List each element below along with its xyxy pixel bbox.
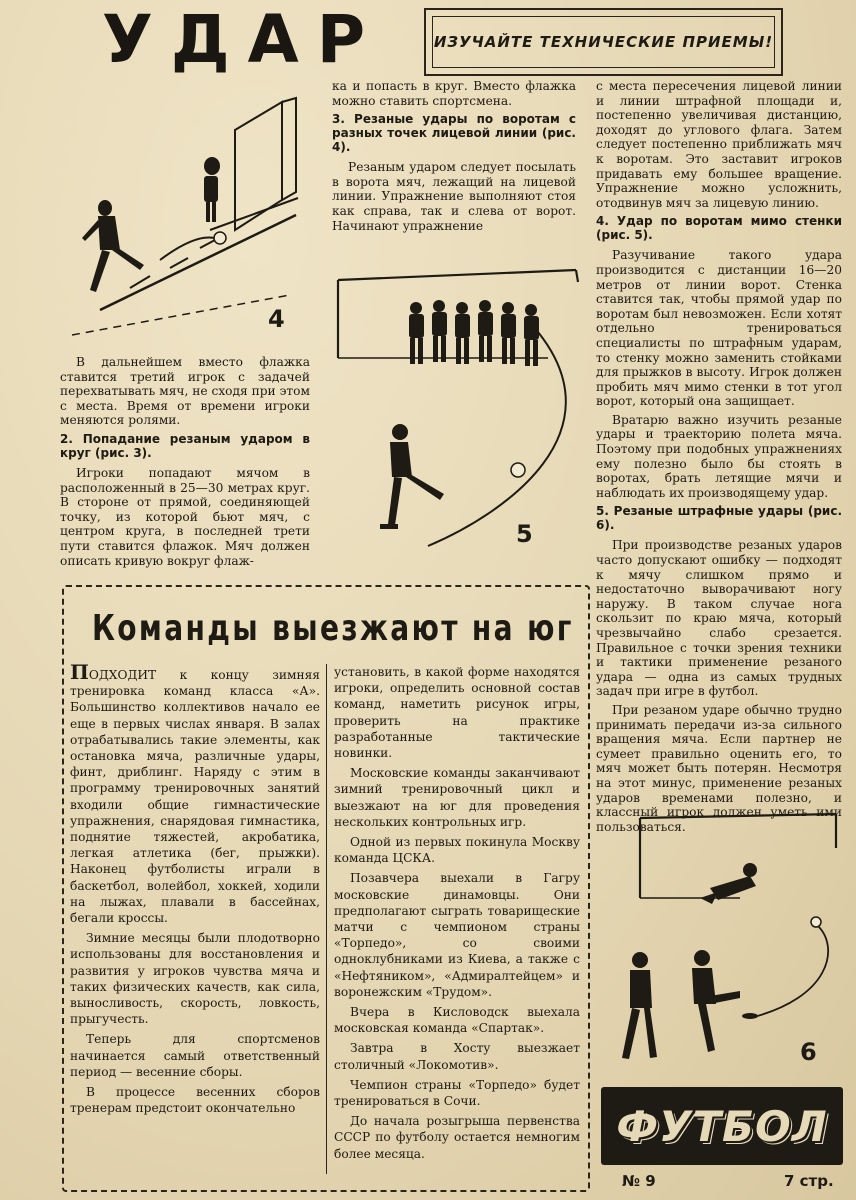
middle-column bbox=[332, 79, 576, 237]
news-paragraph-4: В процессе весенних сборов тренерам предстоит окончательно bbox=[70, 1085, 320, 1116]
right-paragraph-1: Разучивание такого удара производится с дистанции 16—20 метров от линии ворот. Стенка ставится так, чтобы прямой удар по воротам был невозможен. Если хотят отдельно тренироваться специалисты по штрафным ударам, то стенку можно заменить стойками для прыжков в высоту. Игрок должен пробить мяч мимо стенки в тот угол ворот, который она защищает. bbox=[596, 248, 842, 409]
fig6-kicker bbox=[692, 950, 740, 1052]
news-paragraph-10: Завтра в Хосту выезжает столичный «Локомотив». bbox=[334, 1041, 580, 1072]
fig6-player-left bbox=[622, 952, 657, 1059]
section-3-heading: 3. Резаные удары по воротам с разных точек лицевой линии (рис. 4). bbox=[332, 112, 576, 155]
section-2-heading: 2. Попадание резаным ударом в круг (рис. 3). bbox=[60, 431, 310, 460]
figure-4-illustration bbox=[60, 80, 330, 342]
right-paragraph-2: Вратарю важно изучить резаные удары и траекторию полета мяча. Поэтому при подобных упражнениях ему полезно было бы стоять в воротах, брать летящие мячи и наблюдать их производящему удар. bbox=[596, 412, 842, 500]
futbol-logo-text: ФУТБОЛ bbox=[616, 1101, 828, 1151]
fig5-wall-players bbox=[409, 300, 539, 366]
futbol-logo bbox=[601, 1087, 843, 1165]
fig5-ball-curve bbox=[428, 332, 566, 546]
news-box-title: Команды выезжают на юг bbox=[92, 608, 574, 649]
middle-paragraph-0: ка и попасть в круг. Вместо флажка можно ставить спортсмена. bbox=[332, 79, 576, 108]
fig5-kicker bbox=[380, 424, 444, 529]
right-paragraph-0: с места пересечения лицевой линии и линии штрафной площади и, постепенно увеличивая дистанцию, доходят до углового флага. Затем следует постепенно приближать мяч к воротам. Это заставит игроков придавать ему большее вращение. Упражнение можно усложнить, отодвинув мяч за лицевую линию. bbox=[596, 79, 842, 210]
news-paragraph-8: Позавчера выехали в Гагру московские динамовцы. Они предполагают сыграть товарищеские матчи с чемпионом страны «Торпедо», со своими одноклубниками из Киева, а также с «Нефтяником», «Адмиралтейцем» и воронежским «Трудом». bbox=[334, 871, 580, 999]
news-paragraph-12: До начала розыгрыша первенства СССР по футболу остается немногим более месяца. bbox=[334, 1114, 580, 1161]
section-5-heading: 5. Резаные штрафные удары (рис. 6). bbox=[596, 504, 842, 533]
figure-5-number: 5 bbox=[516, 520, 533, 548]
left-paragraph-2: Игроки попадают мячом в расположенный в 25—30 метрах круг. В стороне от прямой, соединяющей точку, из которой бьют мяч, с центром круга, в последней трети пути ставится флажок. Мяч должен описать кривую вокруг флаж- bbox=[60, 465, 310, 568]
news-column-1 bbox=[70, 660, 320, 1120]
dropcap-letter: П bbox=[70, 660, 89, 684]
left-column bbox=[60, 355, 310, 572]
right-paragraph-3: При производстве резаных ударов часто допускают ошибку — подходят к мячу слишком прямо и недостаточно выворачивают ногу наружу. В таком случае нога скользит по краю мяча, который чрезвычайно слабо срезается. Правильное с точки зрения техники и тактики применение резаного удара — одна из самых трудных задач при игре в футбол. bbox=[596, 538, 842, 699]
headline-udar: УДАР bbox=[102, 1, 384, 78]
news-column-divider bbox=[326, 664, 327, 1174]
slogan-text: ИЗУЧАЙТЕ ТЕХНИЧЕСКИЕ ПРИЕМЫ! bbox=[432, 16, 775, 68]
figure-6-number: 6 bbox=[800, 1038, 817, 1066]
left-paragraph-1: В дальнейшем вместо флажка ставится третий игрок с задачей перехватывать мяч, не сходя при этом с места. Время от времени игроки меняются ролями. bbox=[60, 355, 310, 428]
page-number: 7 стр. bbox=[784, 1172, 834, 1190]
figure-5-illustration bbox=[328, 262, 592, 562]
news-paragraph-9: Вчера в Кисловодск выехала московская команда «Спартак». bbox=[334, 1005, 580, 1036]
fig6-ball bbox=[811, 917, 821, 927]
fig5-crossbar bbox=[338, 270, 576, 280]
right-column bbox=[596, 79, 842, 838]
goalkeeper-head bbox=[204, 157, 220, 175]
news-paragraph-1: ОДХОДИТ к концу зимняя тренировка команд класса «А». Большинство коллективов начало ее еще в первых числах января. В залах отрабатывались такие элементы, как остановка мяча, различные удары, финт, дриблинг. Наряду с этим в программу тренировочных занятий входили общие гимнастические упражнения, снарядовая гимнастика, поднятие тяжестей, акробатика, легкая атлетика (бег, прыжки). Наконец футболисты играли в баскетбол, волейбол, хоккей, ходили на лыжах, плавали в бассейнах, бегали кроссы. bbox=[70, 668, 320, 926]
news-paragraph-7: Одной из первых покинула Москву команда ЦСКА. bbox=[334, 835, 580, 866]
right-paragraph-4: При резаном ударе обычно трудно принимать передачи из-за сильного вращения мяча. Если партнер не сумеет правильно оценить его, то мяч может быть потерян. Несмотря на этот минус, применение резаных ударов временами полезно, и классный игрок должен уметь ими пользоваться. bbox=[596, 702, 842, 834]
figure-4-number: 4 bbox=[268, 305, 285, 333]
news-paragraph-2: Зимние месяцы были плодотворно использованы для восстановления и развития у игроков чувства мяча и таких физических качеств, как сила, выносливость, скорость, ловкость, прыгучесть. bbox=[70, 931, 320, 1027]
middle-paragraph-3: Резаным ударом следует посылать в ворота мяч, лежащий на лицевой линии. Упражнение выполняют стоя как справа, так и слева от ворот. Начинают упражнение bbox=[332, 160, 576, 233]
player-head bbox=[98, 200, 112, 216]
fig4-ball bbox=[214, 232, 226, 244]
news-paragraph-5: установить, в какой форме находятся игроки, определить основной состав команд, наметить рисунок игры, проверить на практике разработанные тактические новинки. bbox=[334, 665, 580, 761]
fig6-crossbar bbox=[640, 814, 836, 818]
news-column-2 bbox=[334, 664, 580, 1166]
issue-number: № 9 bbox=[622, 1172, 656, 1190]
fig5-ball bbox=[511, 463, 525, 477]
news-paragraph-11: Чемпион страны «Торпедо» будет тренироваться в Сочи. bbox=[334, 1077, 580, 1109]
fig4-goal-frame bbox=[235, 102, 282, 230]
news-paragraph-6: Московские команды заканчивают зимний тренировочный цикл и выезжают на юг для проведения нескольких контрольных игр. bbox=[334, 766, 580, 829]
news-paragraph-3: Теперь для спортсменов начинается самый ответственный период — весенние сборы. bbox=[70, 1032, 320, 1079]
slogan-box bbox=[424, 8, 783, 76]
section-4-heading: 4. Удар по воротам мимо стенки (рис. 5). bbox=[596, 214, 842, 243]
